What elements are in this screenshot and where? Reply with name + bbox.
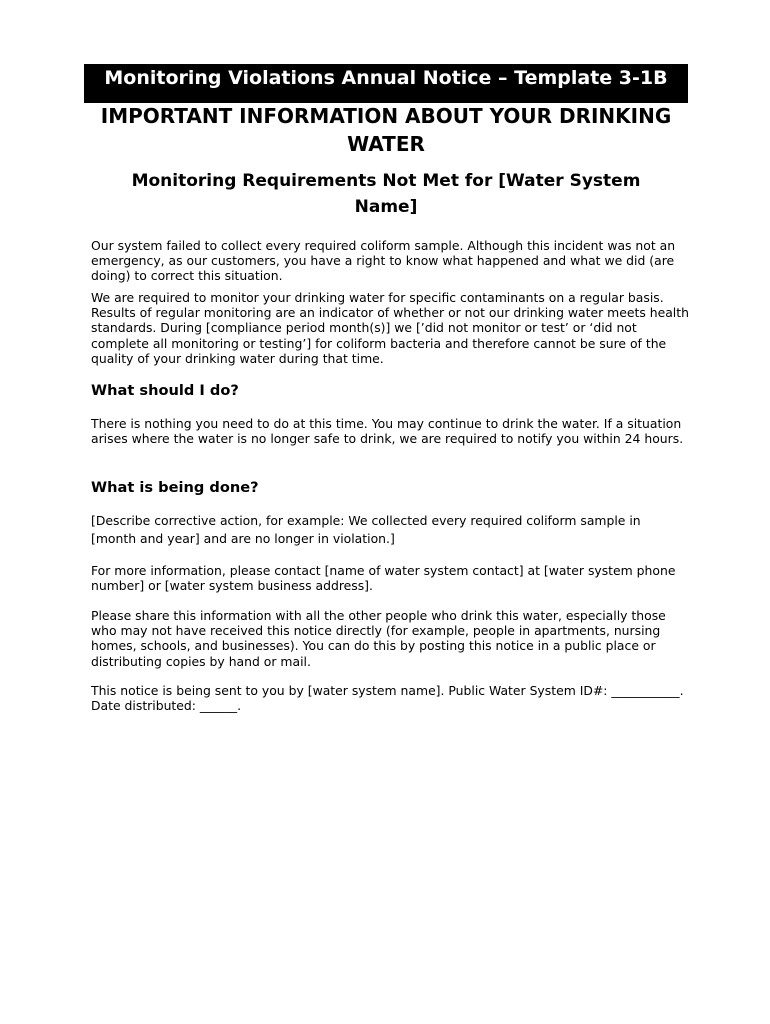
corrective-action-text: [Describe corrective action, for example: We collected every required coliform sample in [month and year] and are no longer in violation.] <box>91 513 641 546</box>
banner-title: Monitoring Violations Annual Notice – Template 3-1B <box>104 67 668 89</box>
what-is-being-done-heading: What is being done? <box>91 479 259 496</box>
page-subtitle: Monitoring Requirements Not Met for [Water System Name] <box>131 171 641 217</box>
date-distributed-blank: ______. <box>199 698 242 714</box>
what-should-i-do-text: There is nothing you need to do at this time. You may continue to drink the water. If a situation arises where the water is no longer safe to drink, we are required to notify you within 24 hours. <box>91 416 684 447</box>
contact-paragraph: For more information, please contact [name of water system contact] at [water system phone number] or [water system business address]. <box>91 563 676 594</box>
what-should-i-do-heading: What should I do? <box>91 382 239 399</box>
notice-footer <box>91 683 691 713</box>
template-banner <box>84 64 688 103</box>
date-distributed-label: Date distributed: <box>91 698 196 714</box>
intro-paragraph: Our system failed to collect every required coliform sample. Although this incident was not an emergency, as our customers, you have a right to know what happened and what we did (are doing) to correct this situation. <box>91 238 676 284</box>
page-title: IMPORTANT INFORMATION ABOUT YOUR DRINKING WATER <box>100 104 672 156</box>
monitoring-paragraph: We are required to monitor your drinking water for specific contaminants on a regular basis. Results of regular monitoring are an indicator of whether or not our drinking water meets health standards. During [compliance period month(s)] we [’did not monitor or test’ or ‘did not complete all monitoring or testing’] for coliform bacteria and therefore cannot be sure of the quality of your drinking water during that time. <box>91 290 689 366</box>
share-paragraph: Please share this information with all the other people who drink this water, especially those who may not have received this notice directly (for example, people in apartments, nursing homes, schools, and businesses). You can do this by posting this notice in a public place or distributing copies by hand or mail. <box>91 608 666 669</box>
sent-by-text: This notice is being sent to you by [water system name]. Public Water System ID#: <box>91 683 608 698</box>
system-id-blank: ___________. <box>611 683 684 698</box>
